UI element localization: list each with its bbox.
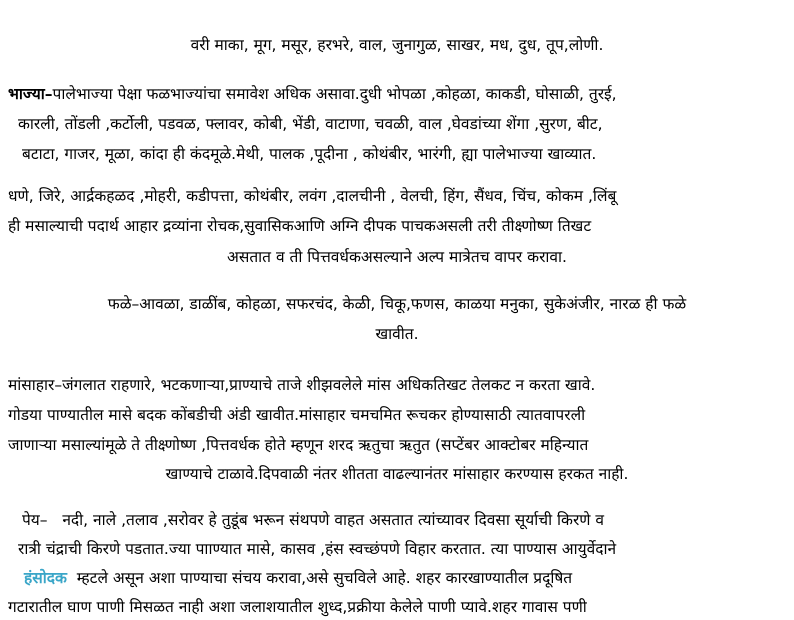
spices-para-line-1: धणे, जिरे, आर्द्रकहळद ,मोहरी, कडीपत्ता, कोथंबीर, लवंग ,दालचीनी , वेलची, हिंग, सैंधव, चिंच, कोकम ,लिंबू [8, 187, 617, 205]
intro-line: वरी माका, मूग, मसूर, हरभरे, वाल, जुनागुळ, साखर, मध, दुध, तूप,लोणी. [190, 36, 604, 54]
vegetables-para-line-2: कारली, तोंडली ,कर्टोली, पडवळ, फ्लावर, कोबी, भेंडी, वाटाणा, चवळी, वाल ,घेवडांच्या शेंगा ,सुरण, बीट, [18, 115, 603, 133]
vegetables-para-line-1 [8, 83, 617, 105]
drinks-text-3: म्हटले असून अशा पाण्याचा संचय करावा,असे सुचविले आहे. शहर कारखाण्यातील प्रदूषित [76, 569, 573, 587]
drinks-para-line-4: गटारातील घाण पाणी मिसळत नाही अशा जलाशयातील शुध्द,प्रक्रीया केलेले पाणी प्यावे.शहर गावास पणी [8, 598, 587, 616]
nonveg-para-line-4: खाण्याचे टाळावे.दिपवाळी नंतर शीतता वाढल्यानंतर मांसाहार करण्यास हरकत नाही. [165, 465, 629, 483]
nonveg-para-line-1: मांसाहार–जंगलात राहणारे, भटकणाऱ्या,प्राण्याचे ताजे शीझवलेले मांस अधिकतिखट तेलकट न करता खावे. [8, 376, 596, 394]
fruits-para-line-1: फळे–आवळा, डाळींब, कोहळा, सफरचंद, केळी, चिकू,फणस, काळया मनुका, सुकेअंजीर, नारळ ही फळे [107, 295, 687, 313]
spices-para-line-3: असतात व ती पित्तवर्धकअसल्याने अल्प मात्रेतच वापर करावा. [227, 248, 567, 266]
vegetables-label: भाज्या– [8, 85, 53, 103]
drinks-para-line-3 [24, 567, 572, 589]
spices-para-line-2: ही मसाल्याची पदार्थ आहार द्रव्यांना रोचक,सुवासिकआणि अग्नि दीपक पाचकअसली तरी तीक्ष्णोष्ण तिखट [8, 217, 592, 235]
drinks-para-line-2: रात्री चंद्राची किरणे पडतात.ज्या पााण्यात मासे, कासव ,हंस स्वच्छंपणे विहार करतात. त्या पाण्यास आयुर्वेदाने [18, 540, 617, 558]
drinks-label: पेय– [22, 511, 48, 529]
nonveg-para-line-3: जाणाऱ्या मसाल्यांमूळे ते तीक्ष्णोष्ण ,पित्तवर्धक होते म्हणून शरद ऋतुचा ऋतुत (सप्टेंबर आक्टोबर महिन्यात [8, 436, 589, 454]
drinks-text: नदी, नाले ,तलाव ,सरोवर हे तुडूंब भरून संथपणे वाहत असतात त्यांच्यावर दिवसा सूर्याची किरणे व [62, 511, 605, 529]
drinks-para-line-1 [22, 509, 604, 531]
fruits-para-line-2: खावीत. [375, 325, 419, 343]
hansodak-highlight: हंसोदक [24, 569, 67, 587]
vegetables-text: पालेभाज्या पेक्षा फळभाज्यांचा समावेश अधिक असावा.दुधी भोपळा ,कोहळा, काकडी, घोसाळी, तुरई, [52, 85, 617, 103]
nonveg-para-line-2: गोडया पाण्यातील मासे बदक कोंबडीची अंडी खावीत.मांसाहार चमचमित रूचकर होण्यासाठी त्यातवापरली [8, 406, 586, 424]
vegetables-para-line-3: बटाटा, गाजर, मूळा, कांदा ही कंदमूळे.मेथी, पालक ,पूदीना , कोथंबीर, भारंगी, ह्या पालेभाज्या खाव्यात. [22, 145, 597, 163]
